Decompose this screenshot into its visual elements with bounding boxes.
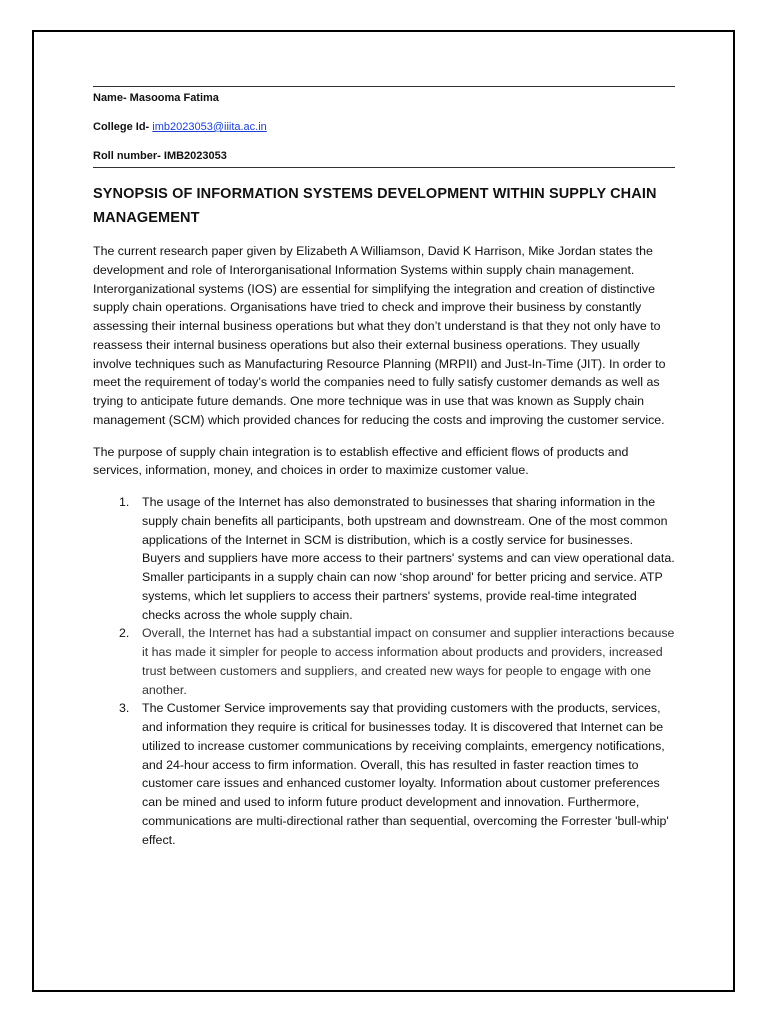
list-item-number: 1.	[119, 495, 130, 509]
list-item-text: The Customer Service improvements say that providing customers with the products, services, and information they require is critical for businesses today. It is discovered that Internet can be utilized to increase customer communications by receiving complaints, emergency notifications, and 24-hour access to firm information. Overall, this has resulted in faster reaction times to customer care issues and enhanced customer loyalty. Information about customer preferences can be mined and used to inform future product development and innovation. Furthermore, communications are multi-directional rather than sequential, overcoming the Forrester 'bull-whip' effect.	[142, 701, 669, 847]
numbered-list	[93, 493, 675, 849]
list-item-number: 2.	[119, 626, 130, 641]
list-item	[93, 699, 675, 849]
intro-paragraph: The current research paper given by Elizabeth A Williamson, David K Harrison, Mike Jordan states the development and role of Interorganisational Information Systems within supply chain management. Interorganizational systems (IOS) are essential for simplifying the integration and creation of distinctive supply chain operations. Organisations have tried to check and improve their business by constantly assessing their internal business operations but what they don’t understand is that they not only have to reassess their internal business operations but also their external business operations. They usually involve techniques such as Manufacturing Resource Planning (MRPII) and Just-In-Time (JIT). In order to meet the requirement of today’s world the companies need to fully satisfy customer demands as well as trying to anticipate future demands. One more technique was in use that was known as Supply chain management (SCM) which provided chances for reducing the costs and improving the customer service.	[93, 244, 666, 427]
college-email-link[interactable]: imb2023053@iiita.ac.in	[152, 121, 267, 133]
header-bottom-rule	[93, 167, 675, 168]
document-body	[93, 86, 675, 849]
college-id-label: College Id-	[93, 121, 153, 133]
document-title: SYNOPSIS OF INFORMATION SYSTEMS DEVELOPMENT WITHIN SUPPLY CHAIN MANAGEMENT	[93, 186, 657, 226]
purpose-paragraph: The purpose of supply chain integration is to establish effective and efficient flows of products and services, information, money, and choices in order to maximize customer value.	[93, 444, 629, 478]
list-item-number: 3.	[119, 701, 130, 716]
list-item	[93, 493, 675, 624]
roll-number: Roll number- IMB2023053	[93, 150, 227, 162]
college-id-line	[93, 120, 675, 135]
list-item-text: The usage of the Internet has also demonstrated to businesses that sharing information in the supply chain benefits all participants, both upstream and downstream. One of the most common applications of the Internet in SCM is distribution, which is a costly service for businesses. Buyers and suppliers have more access to their partners' systems and can view operational data. Smaller participants in a supply chain can now ‘shop around' for better pricing and service. ATP systems, which let suppliers to access their partners' systems, provide real-time integrated checks across the whole supply chain.	[142, 495, 675, 622]
list-item-text: Overall, the Internet has had a substantial impact on consumer and supplier interactions because it has made it simpler for people to access information about products and providers, increased trust between customers and suppliers, and created new ways for people to engage with one another.	[142, 626, 675, 697]
list-item	[93, 624, 675, 699]
author-name: Name- Masooma Fatima	[93, 92, 219, 104]
top-rule	[93, 86, 675, 87]
